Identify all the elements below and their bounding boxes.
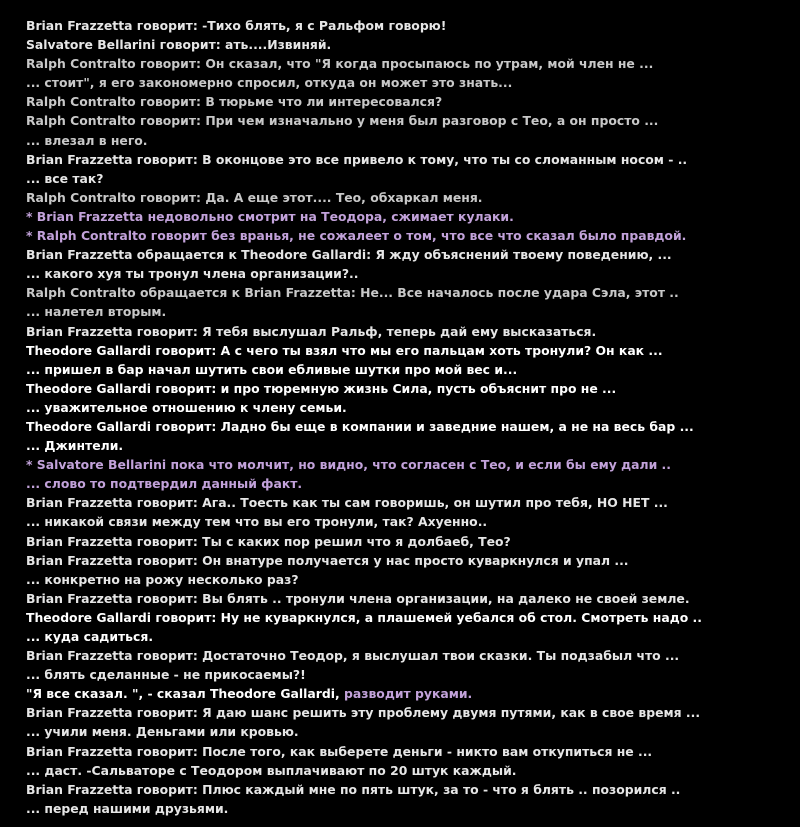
- chat-line: [26, 436, 796, 455]
- chat-line: [26, 341, 796, 360]
- chat-line-text: Theodore Gallardi говорит: А с чего ты взял что мы его пальцам хоть тронули? Он как ...: [26, 342, 663, 358]
- chat-lines: [26, 16, 796, 818]
- chat-line-text: Theodore Gallardi говорит: Ладно бы еще в компании и заведние нашем, а не на весь бар ...: [26, 418, 694, 434]
- chat-line-text: Ralph Contralto говорит: Он сказал, что "Я когда просыпаюсь по утрам, мой член не ...: [26, 56, 654, 72]
- chat-line: [26, 131, 796, 150]
- chat-line-text: Ralph Contralto говорит: Да. А еще этот.... Тео, обхаркал меня.: [26, 189, 483, 205]
- chat-line-text: ... налетел вторым.: [26, 304, 167, 320]
- chat-line: [26, 264, 796, 283]
- chat-line-text: ... какого хуя ты тронул члена организации?..: [26, 266, 359, 282]
- chat-line-text: Brian Frazzetta говорит: Я тебя выслушал Ральф, теперь дай ему высказаться.: [26, 323, 597, 339]
- chat-line: [26, 169, 796, 188]
- chat-line: [26, 589, 796, 608]
- chat-line-text: Brian Frazzetta говорит: Ага.. Тоесть как ты сам говоришь, он шутил про тебя, НО НЕТ ...: [26, 495, 668, 511]
- chat-line: [26, 16, 796, 35]
- chat-line-text: Brian Frazzetta говорит: После того, как выберете деньги - никто вам откупиться не ...: [26, 743, 653, 759]
- chat-line: [26, 398, 796, 417]
- chat-line-text: Brian Frazzetta говорит: -Тихо блять, я с Ральфом говорю!: [26, 18, 447, 33]
- chat-line: [26, 360, 796, 379]
- chat-line-text: Brian Frazzetta говорит: Плюс каждый мне по пять штук, за то - что я блять .. позорился ..: [26, 781, 681, 797]
- chat-line-text: Brian Frazzetta говорит: Он внатуре получается у нас просто куваркнулся и упал ...: [26, 552, 629, 568]
- chat-line-quote: "Я все сказал. ", - сказал Theodore Gallardi,: [26, 686, 345, 702]
- chat-line-text: Ralph Contralto говорит: При чем изначально у меня был разговор с Тео, а он просто ...: [26, 113, 659, 129]
- chat-line: [26, 417, 796, 436]
- chat-line: [26, 551, 796, 570]
- chat-line-text: * Salvatore Bellarini пока что молчит, но видно, что согласен с Тео, и если бы ему дали ..: [26, 457, 671, 473]
- chat-line-text: ... пришел в бар начал шутить свои ебливые шутки про мой вес и...: [26, 361, 518, 377]
- chat-line: [26, 283, 796, 302]
- chat-line: [26, 780, 796, 799]
- chat-line: [26, 379, 796, 398]
- chat-line-text: ... блять сделанные - не прикосаемы?!: [26, 667, 306, 683]
- chat-line: [26, 474, 796, 493]
- chat-line: [26, 665, 796, 684]
- chat-line-text: Brian Frazzetta говорит: Вы блять .. тронули члена организации, на далеко не своей земле.: [26, 590, 690, 606]
- chat-line: [26, 92, 796, 111]
- chat-line-text: ... стоит", я его закономерно спросил, откуда он может это знать...: [26, 75, 513, 91]
- chat-line: [26, 35, 796, 54]
- chat-line: [26, 742, 796, 761]
- chat-line: [26, 608, 796, 627]
- chat-line: [26, 703, 796, 722]
- chat-line-text: ... все так?: [26, 170, 104, 186]
- chat-line: [26, 799, 796, 818]
- chat-line: [26, 684, 796, 703]
- chat-line-text: Ralph Contralto говорит: В тюрьме что ли интересовался?: [26, 94, 443, 110]
- chat-line: [26, 226, 796, 245]
- chat-line: [26, 455, 796, 474]
- chat-line-text: * Ralph Contralto говорит без вранья, не сожалеет о том, что все что сказал было правдой.: [26, 228, 687, 244]
- chat-line: [26, 512, 796, 531]
- chat-line: [26, 54, 796, 73]
- chat-line: [26, 150, 796, 169]
- chat-line: [26, 245, 796, 264]
- chat-line-text: ... даст. -Сальваторе с Теодором выплачивают по 20 штук каждый.: [26, 762, 517, 778]
- chat-line: [26, 532, 796, 551]
- chat-line-text: Ralph Contralto обращается к Brian Frazzetta: Не... Все началось после удара Сэла, этот ..: [26, 285, 679, 301]
- chat-line-text: ... Джинтели.: [26, 438, 124, 454]
- chat-line: [26, 627, 796, 646]
- chat-line-text: Brian Frazzetta говорит: Я даю шанс решить эту проблему двумя путями, как в свое время ...: [26, 705, 701, 721]
- chat-line-text: Brian Frazzetta говорит: В оконцове это все привело к тому, что ты со сломанным носом - ..: [26, 151, 688, 167]
- chat-line: [26, 646, 796, 665]
- chat-line-action: разводит руками.: [344, 686, 473, 702]
- chat-line: [26, 73, 796, 92]
- chat-line: [26, 111, 796, 130]
- chat-line-text: ... никакой связи между тем что вы его тронули, так? Ахуенно..: [26, 514, 488, 530]
- chat-line-text: Salvatore Bellarini говорит: ать....Извиняй.: [26, 37, 332, 53]
- chat-line-text: * Brian Frazzetta недовольно смотрит на Теодора, сжимает кулаки.: [26, 208, 514, 224]
- chat-line-text: Theodore Gallardi говорит: и про тюремную жизнь Сила, пусть объяснит про не ...: [26, 380, 617, 396]
- chat-line: [26, 761, 796, 780]
- chat-line-text: ... слово то подтвердил данный факт.: [26, 476, 303, 492]
- chat-line-text: Brian Frazzetta говорит: Ты с каких пор решил что я долбаеб, Тео?: [26, 533, 511, 549]
- chat-line: [26, 493, 796, 512]
- chat-line: [26, 722, 796, 741]
- chat-line-text: ... куда садиться.: [26, 629, 154, 644]
- chat-line: [26, 322, 796, 341]
- chat-line-text: Brian Frazzetta обращается к Theodore Gallardi: Я жду объяснений твоему поведению, ...: [26, 247, 672, 263]
- chat-line: [26, 188, 796, 207]
- chat-line-text: Theodore Gallardi говорит: Ну не куваркнулся, а плашемей уебался об стол. Смотреть надо ..: [26, 609, 702, 625]
- chat-line: [26, 207, 796, 226]
- chat-line-text: ... влезал в него.: [26, 132, 148, 148]
- chat-line-text: ... учили меня. Деньгами или кровью.: [26, 724, 299, 740]
- chat-line-text: ... перед нашими друзьями.: [26, 800, 229, 816]
- chat-line-text: Brian Frazzetta говорит: Достаточно Теодор, я выслушал твои сказки. Ты подзабыл что ...: [26, 648, 680, 664]
- chat-line: [26, 302, 796, 321]
- chat-line-text: ... конкретно на рожу несколько раз?: [26, 571, 299, 587]
- chat-line: [26, 570, 796, 589]
- chat-line-text: ... уважительное отношению к члену семьи.: [26, 399, 347, 415]
